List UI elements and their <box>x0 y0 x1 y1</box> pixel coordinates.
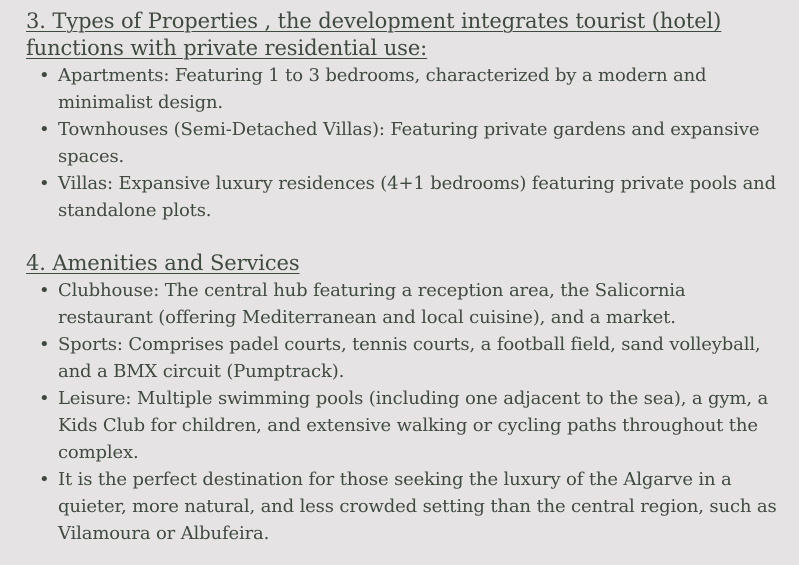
list-item-text: Clubhouse: The central hub featuring a reception area, the Salicornia restaurant (offering Mediterranean and local cuisine), and a market. <box>58 280 686 328</box>
list-item-text: Sports: Comprises padel courts, tennis courts, a football field, sand volleyball, and a BMX circuit (Pumptrack). <box>58 334 761 382</box>
bullet-icon: • <box>39 334 50 355</box>
list-item <box>26 277 779 331</box>
list-item-text: Villas: Expansive luxury residences (4+1 bedrooms) featuring private pools and standalone plots. <box>58 173 776 221</box>
list-item <box>26 331 779 385</box>
section-4-list <box>26 277 779 547</box>
list-item <box>26 116 779 170</box>
list-item-text: It is the perfect destination for those seeking the luxury of the Algarve in a quieter, more natural, and less crowded setting than the central region, such as Vilamoura or Albufeira. <box>58 469 777 544</box>
bullet-icon: • <box>39 119 50 140</box>
list-item-text: Apartments: Featuring 1 to 3 bedrooms, characterized by a modern and minimalist design. <box>58 65 707 113</box>
bullet-icon: • <box>39 65 50 86</box>
section-3-list <box>26 62 779 224</box>
list-item <box>26 62 779 116</box>
list-item <box>26 385 779 466</box>
list-item <box>26 170 779 224</box>
list-item-text: Townhouses (Semi-Detached Villas): Featuring private gardens and expansive spaces. <box>58 119 760 167</box>
bullet-icon: • <box>39 388 50 409</box>
bullet-icon: • <box>39 173 50 194</box>
list-item <box>26 466 779 547</box>
bullet-icon: • <box>39 280 50 301</box>
list-item-text: Leisure: Multiple swimming pools (including one adjacent to the sea), a gym, a Kids Club for children, and extensive walking or cycling paths throughout the complex. <box>58 388 769 463</box>
section-4-heading: 4. Amenities and Services <box>26 251 300 275</box>
bullet-icon: • <box>39 469 50 490</box>
section-3-heading: 3. Types of Properties , the development integrates tourist (hotel) functions with private residential use: <box>26 9 722 60</box>
